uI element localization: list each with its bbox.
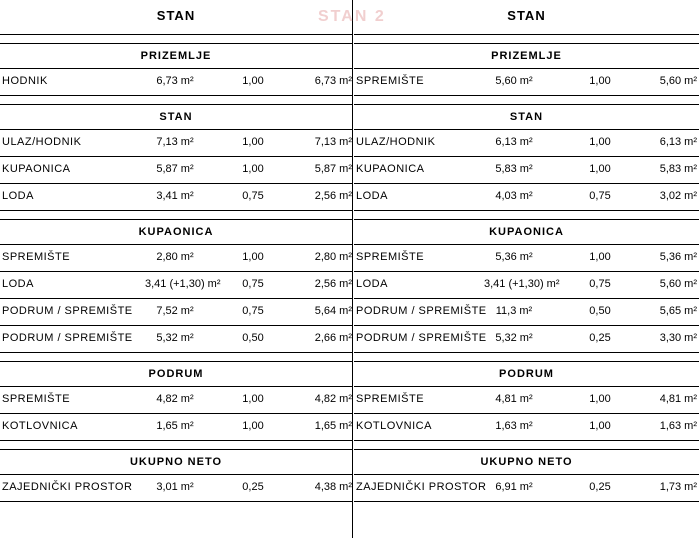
net-area: 1,63 m² <box>659 420 697 432</box>
room-name: LODA <box>356 190 388 202</box>
section-header: UKUPNO NETO <box>0 449 352 475</box>
room-name: ULAZ/HODNIK <box>2 136 82 148</box>
table-row <box>0 69 352 96</box>
area-coefficient: 0,25 <box>589 332 611 344</box>
net-area: 5,60 m² <box>659 278 697 290</box>
room-name: PODRUM / SPREMIŠTE <box>2 332 133 344</box>
net-area: 6,73 m² <box>314 75 352 87</box>
area-coefficient: 1,00 <box>589 251 611 263</box>
area-coefficient: 0,25 <box>589 481 611 493</box>
room-area: 6,13 m² <box>495 136 533 148</box>
room-area: 4,82 m² <box>156 393 194 405</box>
area-coefficient: 0,50 <box>242 332 264 344</box>
net-area: 3,02 m² <box>659 190 697 202</box>
net-area: 5,64 m² <box>314 305 352 317</box>
net-area: 5,87 m² <box>314 163 352 175</box>
net-area: 7,13 m² <box>314 136 352 148</box>
section-header: UKUPNO NETO <box>354 449 699 475</box>
area-coefficient: 0,25 <box>242 481 264 493</box>
area-coefficient: 1,00 <box>589 136 611 148</box>
net-area: 4,82 m² <box>314 393 352 405</box>
area-coefficient: 1,00 <box>242 163 264 175</box>
watermark-stamp: STAN 2 <box>318 8 386 25</box>
net-area: 3,30 m² <box>659 332 697 344</box>
table-row <box>0 387 352 414</box>
room-area: 5,32 m² <box>495 332 533 344</box>
room-area: 4,81 m² <box>495 393 533 405</box>
table-row <box>0 475 352 502</box>
net-area: 2,56 m² <box>314 278 352 290</box>
table-row <box>0 184 352 211</box>
table-row <box>354 299 699 326</box>
table-row <box>354 387 699 414</box>
room-area: 3,41 (+1,30) m² <box>484 278 560 290</box>
section-header: PRIZEMLJE <box>354 43 699 69</box>
room-name: SPREMIŠTE <box>356 75 425 87</box>
table-row <box>0 272 352 299</box>
right-title: STAN <box>507 8 546 23</box>
section-header: KUPAONICA <box>354 219 699 245</box>
net-area: 5,83 m² <box>659 163 697 175</box>
room-name: SPREMIŠTE <box>2 251 71 263</box>
left-table-body <box>0 43 352 502</box>
net-area: 2,56 m² <box>314 190 352 202</box>
net-area: 4,38 m² <box>314 481 352 493</box>
area-coefficient: 1,00 <box>242 75 264 87</box>
right-table-body <box>354 43 699 502</box>
room-area: 5,87 m² <box>156 163 194 175</box>
room-area: 6,73 m² <box>156 75 194 87</box>
table-row <box>354 157 699 184</box>
panel-divider <box>352 0 353 538</box>
room-area: 1,63 m² <box>495 420 533 432</box>
room-name: PODRUM / SPREMIŠTE <box>356 305 487 317</box>
area-coefficient: 0,50 <box>589 305 611 317</box>
room-name: SPREMIŠTE <box>2 393 71 405</box>
left-title: STAN <box>156 8 196 23</box>
table-row <box>354 69 699 96</box>
table-row <box>0 326 352 353</box>
area-coefficient: 1,00 <box>242 251 264 263</box>
net-area: 1,65 m² <box>314 420 352 432</box>
room-area: 3,01 m² <box>156 481 194 493</box>
room-area: 5,83 m² <box>495 163 533 175</box>
room-area: 7,52 m² <box>156 305 194 317</box>
room-name: KUPAONICA <box>356 163 425 175</box>
area-coefficient: 1,00 <box>589 393 611 405</box>
room-area: 3,41 m² <box>156 190 194 202</box>
table-row <box>0 245 352 272</box>
right-table <box>354 0 699 538</box>
area-coefficient: 1,00 <box>242 136 264 148</box>
room-name: KUPAONICA <box>2 163 71 175</box>
section-header: PODRUM <box>354 361 699 387</box>
table-row <box>354 326 699 353</box>
room-area: 5,32 m² <box>156 332 194 344</box>
room-name: PODRUM / SPREMIŠTE <box>356 332 487 344</box>
table-row <box>0 414 352 441</box>
room-area: 7,13 m² <box>156 136 194 148</box>
room-name: KOTLOVNICA <box>2 420 78 432</box>
table-row <box>354 130 699 157</box>
room-area: 1,65 m² <box>156 420 194 432</box>
net-area: 4,81 m² <box>659 393 697 405</box>
room-area: 11,3 m² <box>495 305 533 317</box>
table-row <box>354 184 699 211</box>
area-coefficient: 0,75 <box>242 190 264 202</box>
net-area: 2,66 m² <box>314 332 352 344</box>
net-area: 1,73 m² <box>659 481 697 493</box>
table-row <box>0 130 352 157</box>
table-row <box>354 414 699 441</box>
net-area: 2,80 m² <box>314 251 352 263</box>
net-area: 5,36 m² <box>659 251 697 263</box>
area-coefficient: 1,00 <box>589 163 611 175</box>
room-area: 6,91 m² <box>495 481 533 493</box>
area-coefficient: 0,75 <box>242 278 264 290</box>
area-coefficient: 0,75 <box>589 278 611 290</box>
area-coefficient: 1,00 <box>589 75 611 87</box>
area-coefficient: 0,75 <box>589 190 611 202</box>
room-name: ZAJEDNIČKI PROSTOR <box>2 481 133 493</box>
room-name: KOTLOVNICA <box>356 420 432 432</box>
room-area: 5,60 m² <box>495 75 533 87</box>
table-row <box>354 272 699 299</box>
table-row <box>0 157 352 184</box>
section-header: STAN <box>0 104 352 130</box>
area-coefficient: 1,00 <box>589 420 611 432</box>
section-header: STAN <box>354 104 699 130</box>
table-row <box>0 299 352 326</box>
area-coefficient: 1,00 <box>242 393 264 405</box>
area-coefficient: 1,00 <box>242 420 264 432</box>
room-name: LODA <box>2 278 34 290</box>
section-header: PODRUM <box>0 361 352 387</box>
area-coefficient: 0,75 <box>242 305 264 317</box>
room-area: 5,36 m² <box>495 251 533 263</box>
room-name: HODNIK <box>2 75 48 87</box>
room-area: 2,80 m² <box>156 251 194 263</box>
net-area: 5,65 m² <box>659 305 697 317</box>
room-area: 4,03 m² <box>495 190 533 202</box>
room-area: 3,41 (+1,30) m² <box>145 278 221 290</box>
left-title-row <box>0 0 352 35</box>
right-title-row <box>354 0 699 35</box>
section-header: KUPAONICA <box>0 219 352 245</box>
table-row <box>354 245 699 272</box>
room-name: ULAZ/HODNIK <box>356 136 436 148</box>
table-row <box>354 475 699 502</box>
room-name: LODA <box>2 190 34 202</box>
room-name: SPREMIŠTE <box>356 251 425 263</box>
section-header: PRIZEMLJE <box>0 43 352 69</box>
room-name: ZAJEDNIČKI PROSTOR <box>356 481 487 493</box>
room-name: SPREMIŠTE <box>356 393 425 405</box>
net-area: 6,13 m² <box>659 136 697 148</box>
room-name: PODRUM / SPREMIŠTE <box>2 305 133 317</box>
net-area: 5,60 m² <box>659 75 697 87</box>
room-name: LODA <box>356 278 388 290</box>
